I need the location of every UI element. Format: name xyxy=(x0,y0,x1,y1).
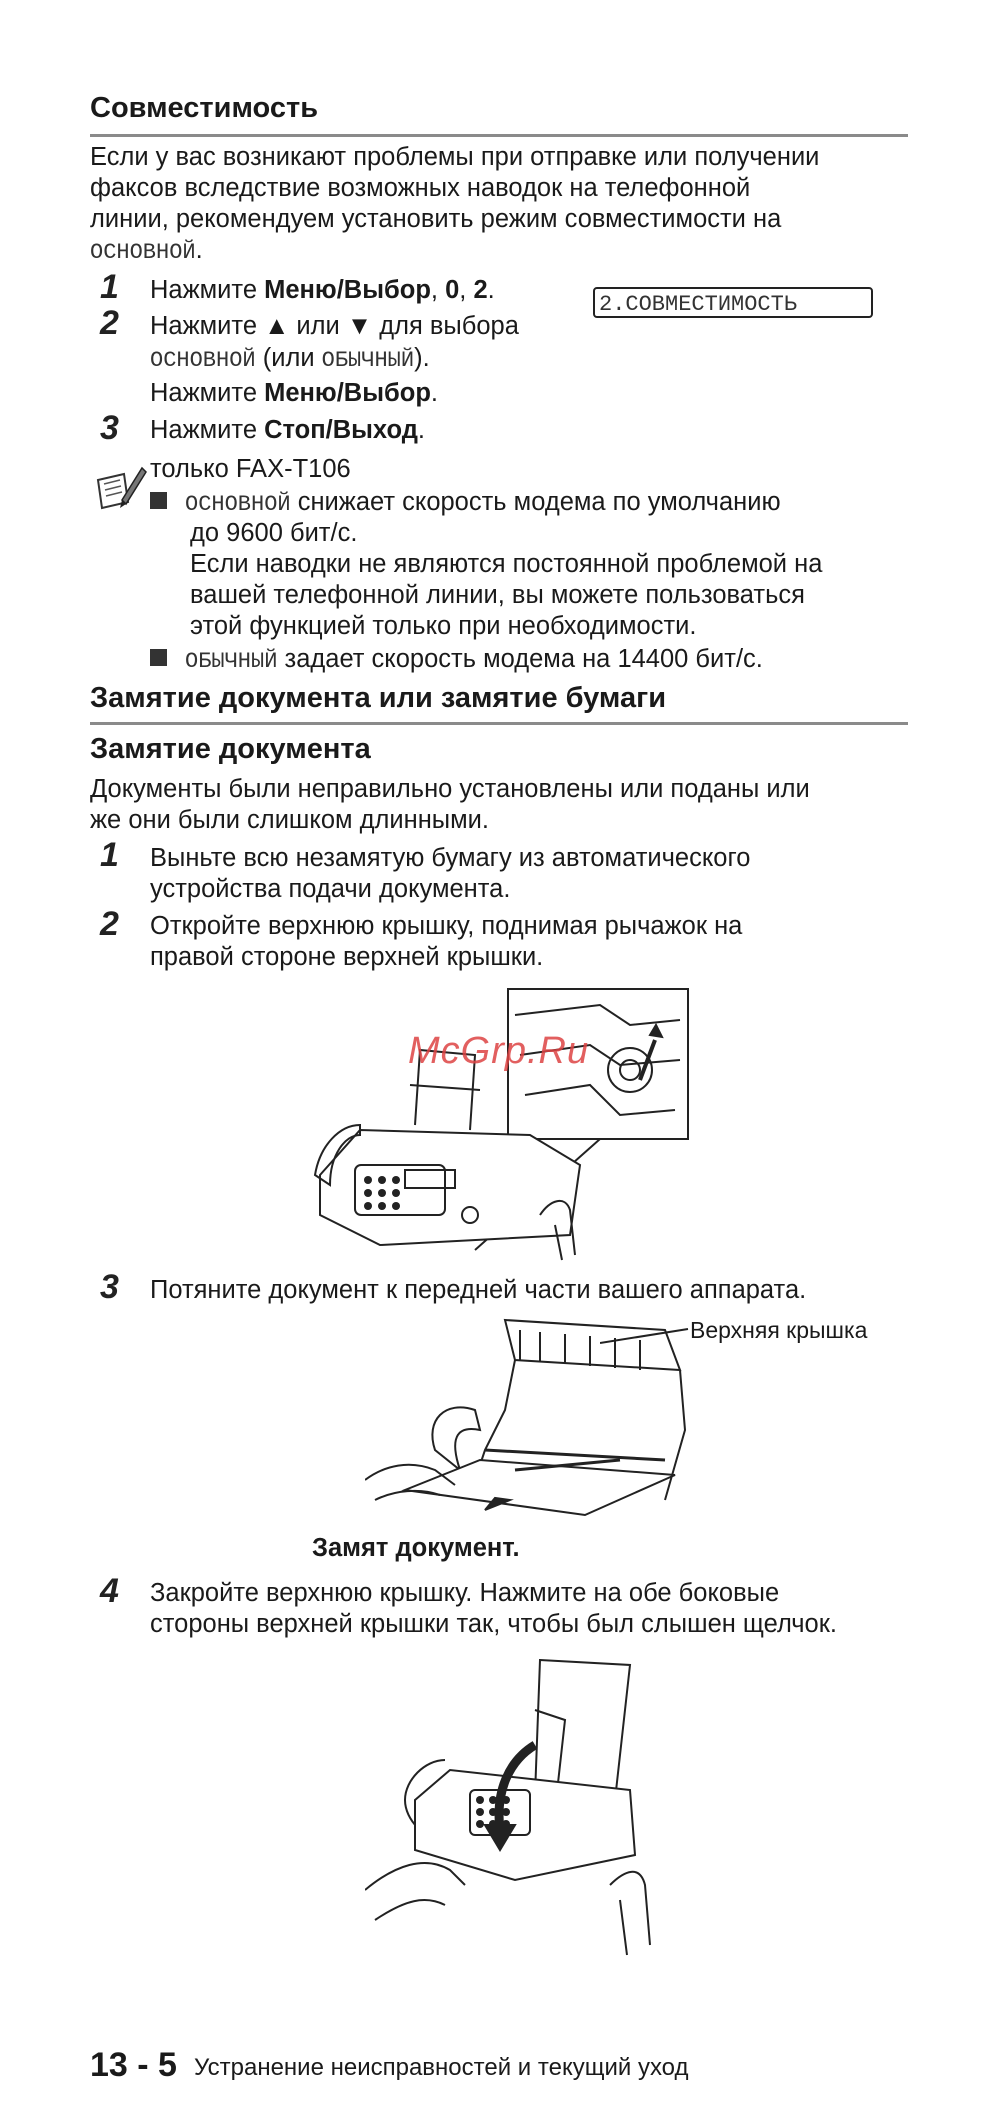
jam-step3-text: Потяните документ к передней части вашего аппарата. xyxy=(150,1276,807,1304)
step2-modes: ОСНОВНОЙ (или ОБЫЧНЫЙ). xyxy=(150,344,430,373)
callout-top-cover: Верхняя крышка xyxy=(690,1317,868,1343)
section-rule xyxy=(90,134,908,137)
intro-line: Если у вас возникают проблемы при отправке или получении xyxy=(90,143,820,171)
compat-intro: Если у вас возникают проблемы при отправке или получении факсов вследствие возможных наводок на телефонной линии, рекомендуем установить режим совместимости на ОСНОВНОЙ. xyxy=(90,142,920,268)
jam-step2-text: Откройте верхнюю крышку, поднимая рычажок на правой стороне верхней крышки. xyxy=(150,912,743,971)
step2b-text: Нажмите Меню/Выбор. xyxy=(150,379,438,407)
step-number: 2 xyxy=(100,905,119,943)
note-pencil-icon xyxy=(94,462,148,512)
watermark-logo: McGrp.Ru xyxy=(408,1030,590,1072)
close-cover-illustration xyxy=(365,1650,655,1970)
step-number: 4 xyxy=(100,1572,119,1610)
section-title-jam: Замятие документа или замятие бумаги xyxy=(90,682,667,714)
bullet-square xyxy=(150,649,167,666)
subsection-title: Замятие документа xyxy=(90,733,371,765)
page-number: 13 - 5 xyxy=(90,2046,177,2084)
intro-line: факсов вследствие возможных наводок на телефонной xyxy=(90,174,751,202)
callout-leader-line xyxy=(600,1325,690,1345)
fax-open-cover-illustration xyxy=(300,985,700,1265)
caption-jam: Замят документ. xyxy=(312,1534,520,1562)
step-number: 1 xyxy=(100,268,119,306)
step1-text: Нажмите Меню/Выбор, 0, 2. xyxy=(150,276,495,304)
up-arrow-icon: ▲ xyxy=(264,312,290,340)
jam-step4-text: Закройте верхнюю крышку. Нажмите на обе боковые стороны верхней крышки так, чтобы был слышен щелчок. xyxy=(150,1579,837,1638)
footer-chapter: Устранение неисправностей и текущий уход xyxy=(194,2054,689,2081)
lcd-display: 2.СОВМЕСТИМОСТЬ xyxy=(593,287,873,318)
jam-intro: Документы были неправильно установлены или поданы или же они были слишком длинными. xyxy=(90,775,810,834)
note-title: только FAX-T106 xyxy=(150,455,351,483)
step-number: 3 xyxy=(100,409,119,447)
jam-step1-text: Выньте всю незамятую бумагу из автоматического устройства подачи документа. xyxy=(150,844,751,903)
step-number: 2 xyxy=(100,304,119,342)
note-item-1-cont: до 9600 бит/с. Если наводки не являются постоянной проблемой на вашей телефонной линии, вы можете пользоваться этой функцией только при необходимости. xyxy=(190,519,823,640)
step3-text: Нажмите Стоп/Выход. xyxy=(150,416,425,444)
step-number: 1 xyxy=(100,836,119,874)
bullet-square xyxy=(150,492,167,509)
step2-text: Нажмите ▲ или ▼ для выбора xyxy=(150,312,519,340)
section-rule xyxy=(90,722,908,725)
down-arrow-icon: ▼ xyxy=(346,312,373,340)
note-item-2: ОБЫЧНЫЙ задает скорость модема на 14400 бит/с. xyxy=(150,644,763,677)
step-number: 3 xyxy=(100,1268,119,1306)
intro-line: линии, рекомендуем установить режим совместимости на xyxy=(90,205,782,233)
mode-text: ОСНОВНОЙ xyxy=(90,240,196,265)
section-title-compatibility: Совместимость xyxy=(90,92,319,124)
note-item-1: ОСНОВНОЙ снижает скорость модема по умолчанию xyxy=(150,487,781,520)
